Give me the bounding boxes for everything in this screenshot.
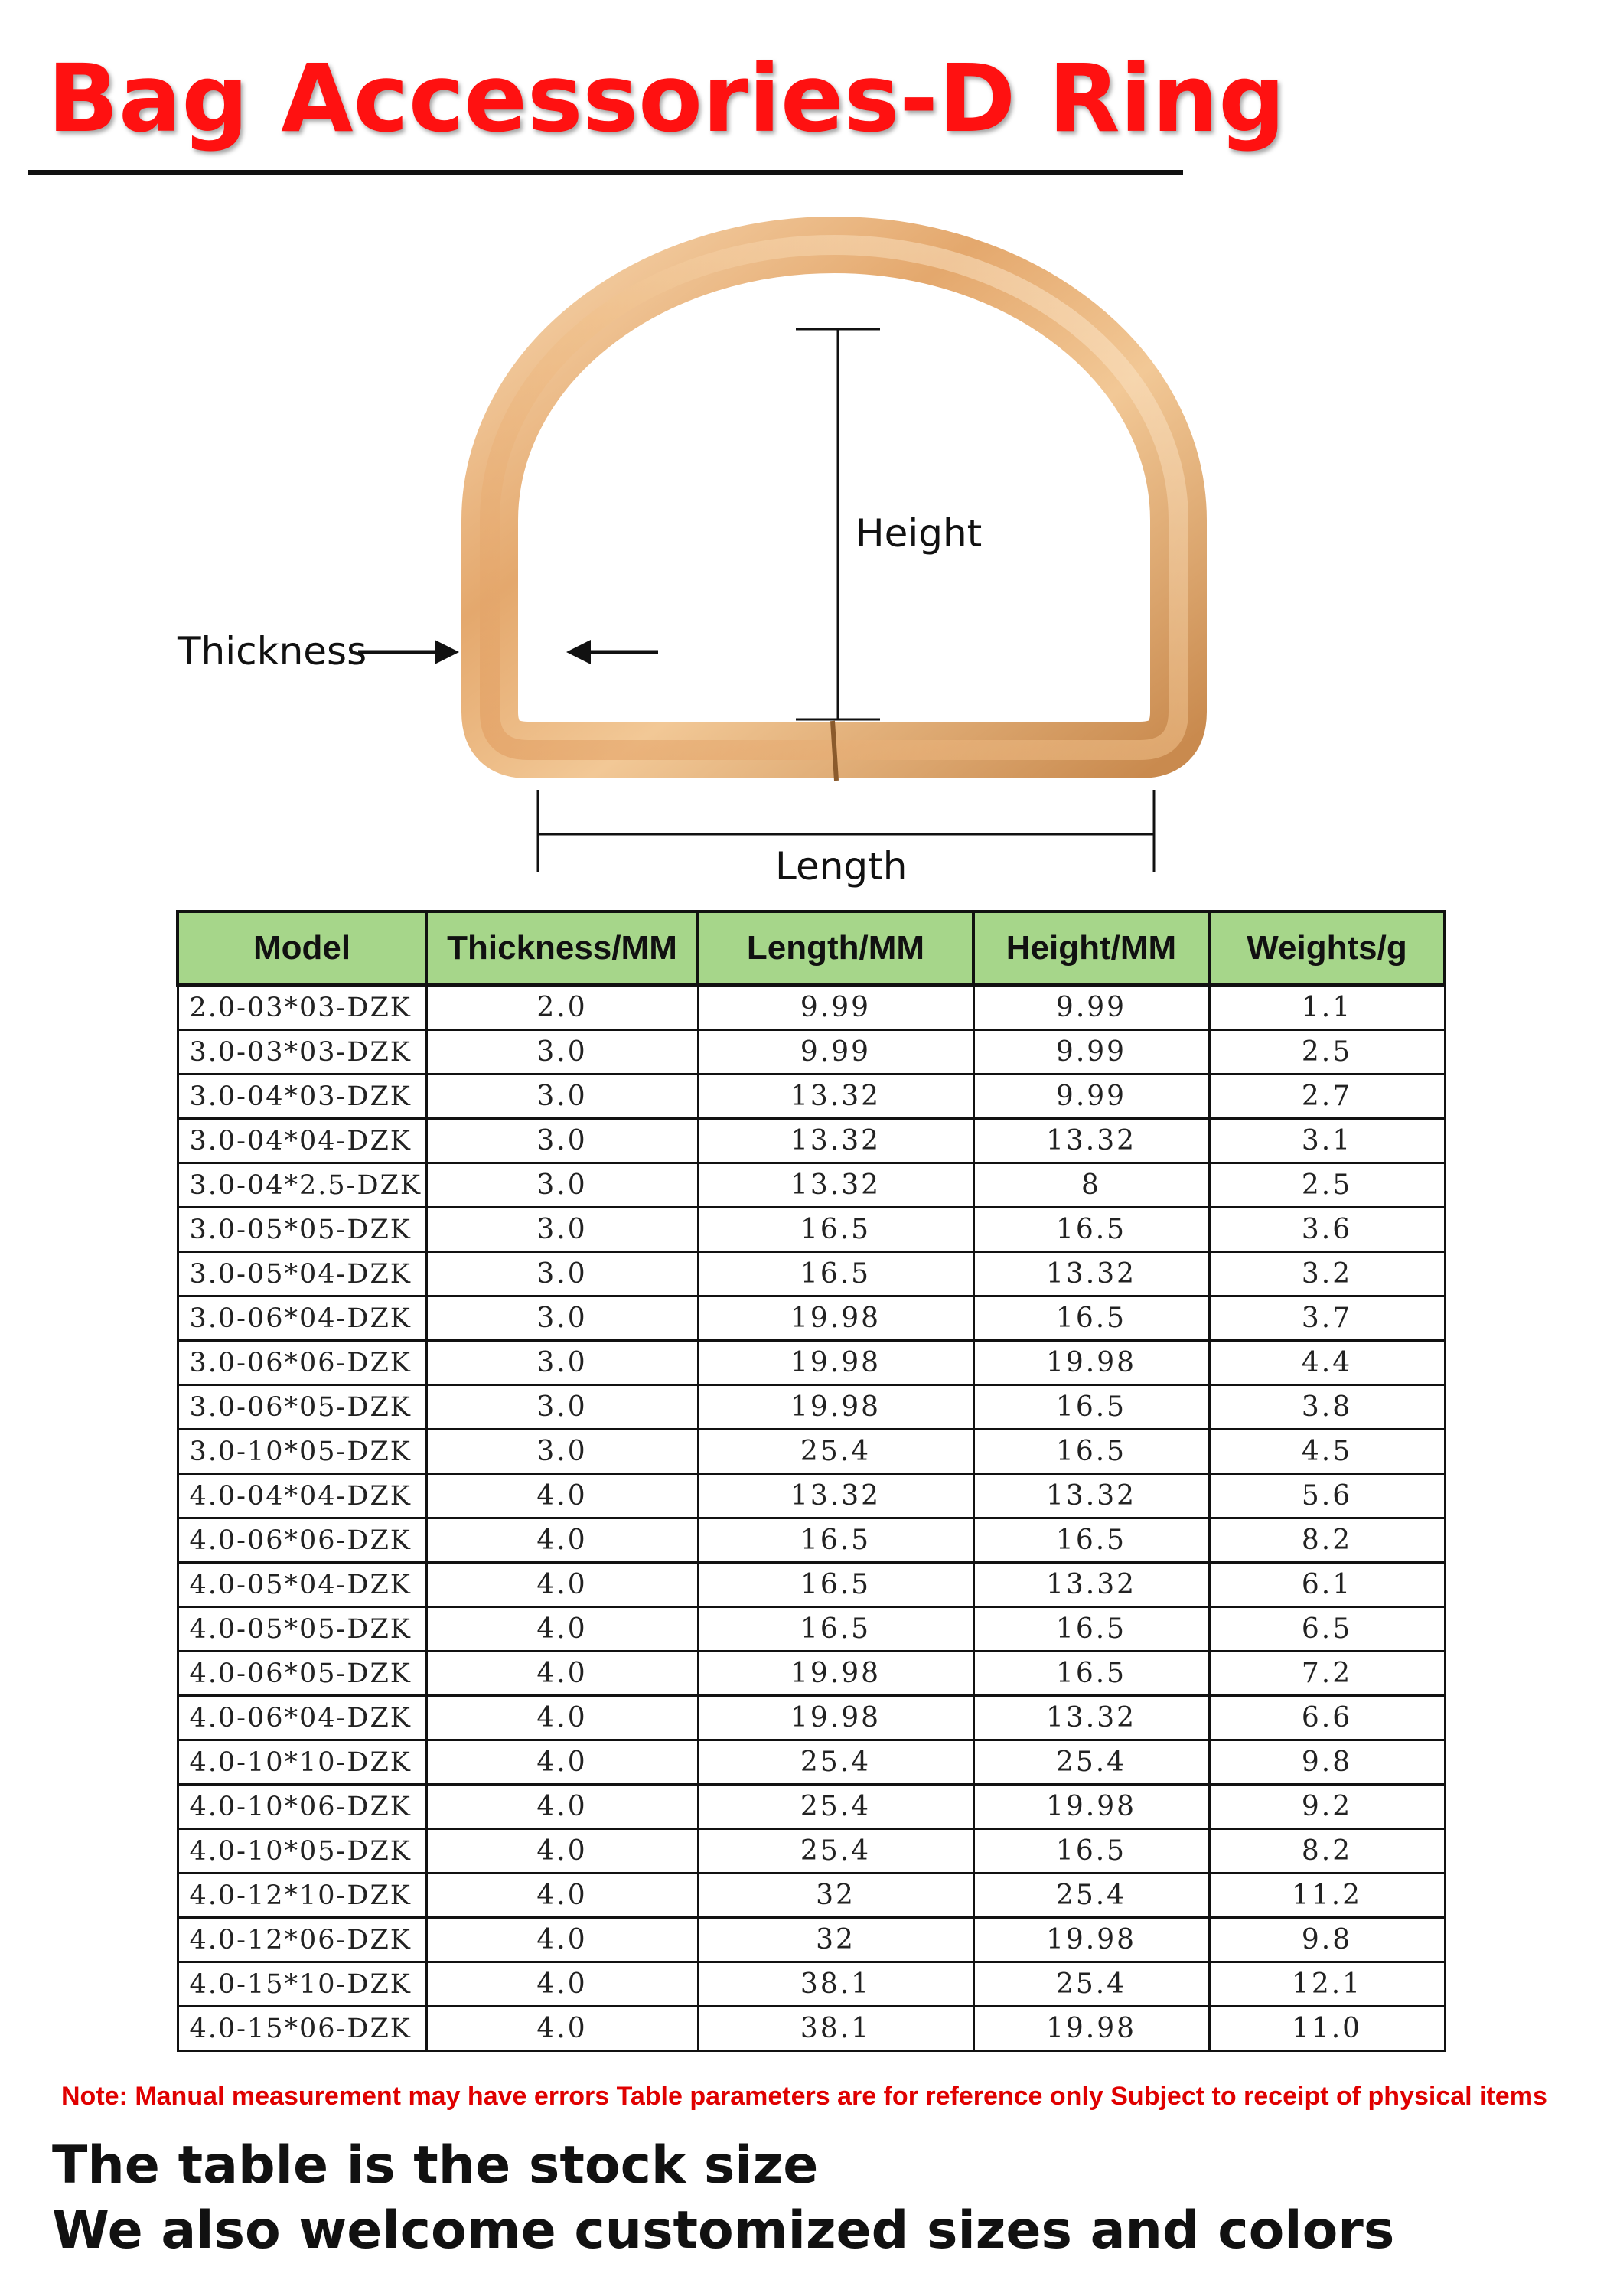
- footer-line-1: The table is the stock size: [52, 2135, 819, 2196]
- cell-height: 13.32: [973, 1252, 1209, 1296]
- cell-model: 4.0-05*05-DZK: [178, 1607, 426, 1652]
- cell-length: 19.98: [698, 1341, 973, 1385]
- cell-thickness: 2.0: [426, 985, 698, 1030]
- cell-weight: 6.5: [1209, 1607, 1445, 1652]
- cell-model: 4.0-06*05-DZK: [178, 1652, 426, 1696]
- cell-length: 32: [698, 1918, 973, 1962]
- table-row: [178, 1740, 1445, 1785]
- cell-length: 13.32: [698, 1119, 973, 1163]
- cell-thickness: 4.0: [426, 1518, 698, 1563]
- cell-thickness: 3.0: [426, 1030, 698, 1075]
- thickness-label: Thickness: [178, 629, 367, 673]
- table-row: [178, 1252, 1445, 1296]
- cell-length: 9.99: [698, 985, 973, 1030]
- cell-thickness: 4.0: [426, 1696, 698, 1740]
- cell-length: 25.4: [698, 1829, 973, 1874]
- cell-thickness: 4.0: [426, 1874, 698, 1918]
- table-row: [178, 1563, 1445, 1607]
- cell-height: 9.99: [973, 1030, 1209, 1075]
- cell-model: 4.0-04*04-DZK: [178, 1474, 426, 1518]
- table-row: [178, 2007, 1445, 2051]
- cell-weight: 6.1: [1209, 1563, 1445, 1607]
- cell-model: 3.0-04*03-DZK: [178, 1075, 426, 1119]
- cell-thickness: 3.0: [426, 1430, 698, 1474]
- cell-length: 25.4: [698, 1430, 973, 1474]
- cell-weight: 5.6: [1209, 1474, 1445, 1518]
- table-row: [178, 1474, 1445, 1518]
- cell-weight: 4.5: [1209, 1430, 1445, 1474]
- cell-weight: 9.2: [1209, 1785, 1445, 1829]
- table-row: [178, 1430, 1445, 1474]
- cell-thickness: 4.0: [426, 1607, 698, 1652]
- cell-height: 19.98: [973, 2007, 1209, 2051]
- table-header-row: [178, 912, 1445, 985]
- cell-weight: 9.8: [1209, 1918, 1445, 1962]
- cell-model: 4.0-12*06-DZK: [178, 1918, 426, 1962]
- cell-model: 3.0-06*06-DZK: [178, 1341, 426, 1385]
- cell-height: 16.5: [973, 1607, 1209, 1652]
- d-ring-highlight: [490, 245, 1178, 750]
- col-header-thickness: Thickness/MM: [426, 912, 698, 985]
- cell-height: 13.32: [973, 1119, 1209, 1163]
- cell-height: 16.5: [973, 1518, 1209, 1563]
- cell-thickness: 3.0: [426, 1119, 698, 1163]
- cell-model: 3.0-06*05-DZK: [178, 1385, 426, 1430]
- cell-model: 3.0-05*04-DZK: [178, 1252, 426, 1296]
- table-row: [178, 1075, 1445, 1119]
- cell-height: 25.4: [973, 1962, 1209, 2007]
- cell-height: 13.32: [973, 1696, 1209, 1740]
- col-header-weight: Weights/g: [1209, 912, 1445, 985]
- cell-thickness: 3.0: [426, 1163, 698, 1208]
- cell-thickness: 4.0: [426, 1918, 698, 1962]
- cell-thickness: 4.0: [426, 1829, 698, 1874]
- cell-weight: 1.1: [1209, 985, 1445, 1030]
- cell-model: 2.0-03*03-DZK: [178, 985, 426, 1030]
- cell-length: 32: [698, 1874, 973, 1918]
- cell-thickness: 4.0: [426, 1652, 698, 1696]
- cell-thickness: 4.0: [426, 1474, 698, 1518]
- cell-thickness: 4.0: [426, 2007, 698, 2051]
- cell-length: 16.5: [698, 1607, 973, 1652]
- cell-model: 4.0-05*04-DZK: [178, 1563, 426, 1607]
- cell-weight: 3.8: [1209, 1385, 1445, 1430]
- cell-weight: 3.2: [1209, 1252, 1445, 1296]
- cell-model: 4.0-15*10-DZK: [178, 1962, 426, 2007]
- cell-model: 4.0-10*06-DZK: [178, 1785, 426, 1829]
- cell-weight: 3.1: [1209, 1119, 1445, 1163]
- cell-length: 19.98: [698, 1652, 973, 1696]
- cell-model: 4.0-12*10-DZK: [178, 1874, 426, 1918]
- table-row: [178, 1607, 1445, 1652]
- disclaimer-note: Note: Manual measurement may have errors Table parameters are for reference only Subject to receipt of physical items: [61, 2082, 1547, 2111]
- table-row: [178, 1030, 1445, 1075]
- cell-model: 3.0-04*2.5-DZK: [178, 1163, 426, 1208]
- cell-model: 4.0-10*05-DZK: [178, 1829, 426, 1874]
- cell-model: 4.0-06*04-DZK: [178, 1696, 426, 1740]
- cell-weight: 3.6: [1209, 1208, 1445, 1252]
- cell-weight: 6.6: [1209, 1696, 1445, 1740]
- table-row: [178, 985, 1445, 1030]
- cell-height: 9.99: [973, 1075, 1209, 1119]
- cell-length: 13.32: [698, 1075, 973, 1119]
- cell-thickness: 4.0: [426, 1962, 698, 2007]
- col-header-length: Length/MM: [698, 912, 973, 985]
- col-header-height: Height/MM: [973, 912, 1209, 985]
- cell-weight: 2.5: [1209, 1163, 1445, 1208]
- cell-thickness: 3.0: [426, 1208, 698, 1252]
- cell-weight: 2.5: [1209, 1030, 1445, 1075]
- cell-model: 4.0-10*10-DZK: [178, 1740, 426, 1785]
- cell-height: 16.5: [973, 1385, 1209, 1430]
- cell-height: 16.5: [973, 1430, 1209, 1474]
- cell-weight: 7.2: [1209, 1652, 1445, 1696]
- table-row: [178, 1385, 1445, 1430]
- table-row: [178, 1119, 1445, 1163]
- cell-height: 13.32: [973, 1474, 1209, 1518]
- length-label: Length: [775, 844, 908, 889]
- cell-thickness: 3.0: [426, 1075, 698, 1119]
- cell-length: 19.98: [698, 1296, 973, 1341]
- cell-height: 16.5: [973, 1296, 1209, 1341]
- table-row: [178, 1785, 1445, 1829]
- table-row: [178, 1518, 1445, 1563]
- cell-length: 38.1: [698, 1962, 973, 2007]
- cell-weight: 11.2: [1209, 1874, 1445, 1918]
- table-row: [178, 1652, 1445, 1696]
- cell-length: 16.5: [698, 1208, 973, 1252]
- cell-height: 19.98: [973, 1785, 1209, 1829]
- cell-weight: 8.2: [1209, 1518, 1445, 1563]
- footer-line-2: We also welcome customized sizes and colors: [52, 2200, 1395, 2261]
- cell-thickness: 4.0: [426, 1785, 698, 1829]
- cell-thickness: 3.0: [426, 1296, 698, 1341]
- table-row: [178, 1163, 1445, 1208]
- cell-length: 19.98: [698, 1696, 973, 1740]
- cell-height: 25.4: [973, 1740, 1209, 1785]
- cell-length: 38.1: [698, 2007, 973, 2051]
- cell-height: 25.4: [973, 1874, 1209, 1918]
- cell-height: 19.98: [973, 1918, 1209, 1962]
- cell-length: 9.99: [698, 1030, 973, 1075]
- cell-weight: 2.7: [1209, 1075, 1445, 1119]
- cell-height: 9.99: [973, 985, 1209, 1030]
- cell-thickness: 4.0: [426, 1563, 698, 1607]
- cell-height: 8: [973, 1163, 1209, 1208]
- page-title: Bag Accessories-D Ring: [47, 44, 1286, 153]
- cell-model: 3.0-04*04-DZK: [178, 1119, 426, 1163]
- cell-weight: 8.2: [1209, 1829, 1445, 1874]
- table-row: [178, 1208, 1445, 1252]
- spec-table: [176, 910, 1446, 2052]
- col-header-model: Model: [178, 912, 426, 985]
- cell-model: 3.0-10*05-DZK: [178, 1430, 426, 1474]
- table-row: [178, 1341, 1445, 1385]
- table-row: [178, 1829, 1445, 1874]
- cell-weight: 11.0: [1209, 2007, 1445, 2051]
- cell-thickness: 3.0: [426, 1341, 698, 1385]
- cell-thickness: 3.0: [426, 1385, 698, 1430]
- cell-height: 16.5: [973, 1829, 1209, 1874]
- height-label: Height: [856, 511, 983, 556]
- d-ring-image: [0, 214, 1607, 903]
- cell-length: 13.32: [698, 1474, 973, 1518]
- table-row: [178, 1296, 1445, 1341]
- cell-length: 25.4: [698, 1740, 973, 1785]
- table-row: [178, 1696, 1445, 1740]
- table-row: [178, 1918, 1445, 1962]
- cell-model: 3.0-05*05-DZK: [178, 1208, 426, 1252]
- cell-weight: 12.1: [1209, 1962, 1445, 2007]
- cell-length: 16.5: [698, 1252, 973, 1296]
- cell-height: 13.32: [973, 1563, 1209, 1607]
- cell-model: 3.0-03*03-DZK: [178, 1030, 426, 1075]
- table-row: [178, 1874, 1445, 1918]
- cell-weight: 9.8: [1209, 1740, 1445, 1785]
- cell-length: 16.5: [698, 1518, 973, 1563]
- cell-model: 4.0-06*06-DZK: [178, 1518, 426, 1563]
- cell-model: 4.0-15*06-DZK: [178, 2007, 426, 2051]
- cell-length: 13.32: [698, 1163, 973, 1208]
- cell-length: 16.5: [698, 1563, 973, 1607]
- cell-height: 16.5: [973, 1208, 1209, 1252]
- cell-length: 19.98: [698, 1385, 973, 1430]
- cell-height: 19.98: [973, 1341, 1209, 1385]
- table-body: [178, 985, 1445, 2051]
- cell-thickness: 3.0: [426, 1252, 698, 1296]
- table-row: [178, 1962, 1445, 2007]
- title-underline: [28, 170, 1183, 175]
- d-ring-diagram: [0, 214, 1607, 903]
- cell-weight: 4.4: [1209, 1341, 1445, 1385]
- cell-model: 3.0-06*04-DZK: [178, 1296, 426, 1341]
- cell-weight: 3.7: [1209, 1296, 1445, 1341]
- cell-thickness: 4.0: [426, 1740, 698, 1785]
- cell-height: 16.5: [973, 1652, 1209, 1696]
- cell-length: 25.4: [698, 1785, 973, 1829]
